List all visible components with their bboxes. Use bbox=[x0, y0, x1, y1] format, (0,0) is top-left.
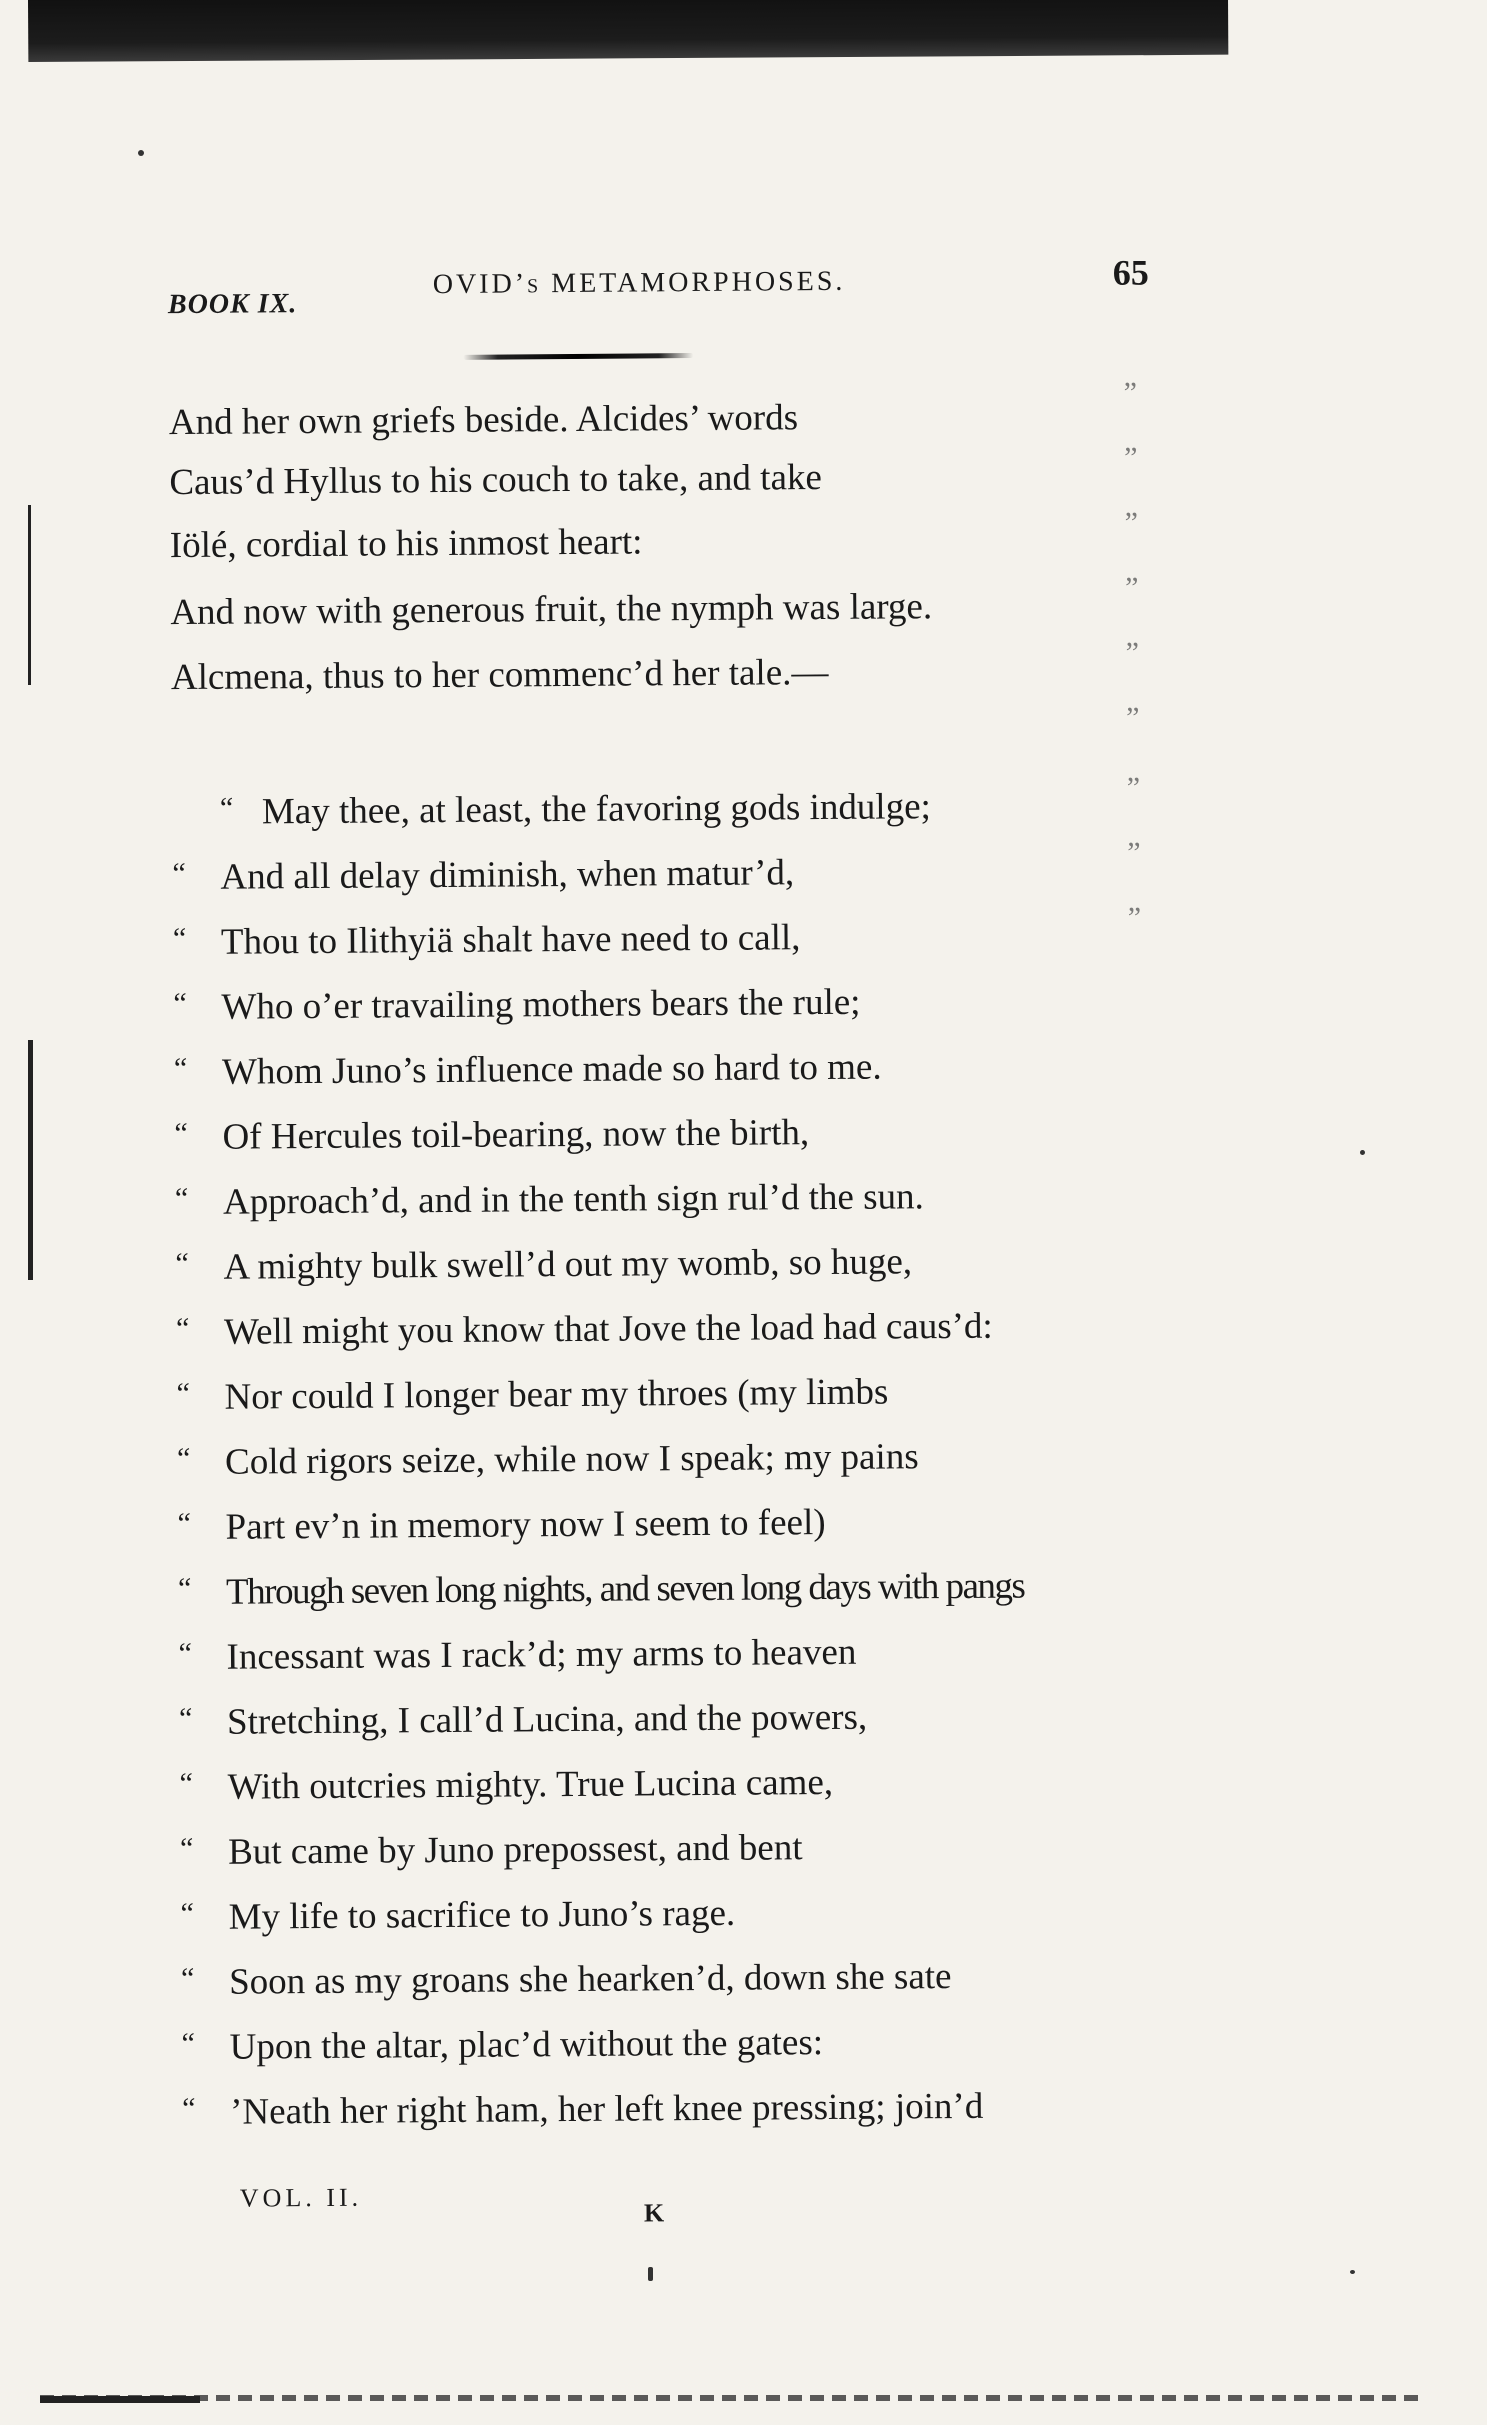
verse-line bbox=[177, 1438, 919, 1481]
verse-text: A mighty bulk swell’d out my womb, so huge, bbox=[223, 1241, 913, 1288]
quote-mark: “ bbox=[172, 857, 186, 891]
verse-line bbox=[181, 1958, 952, 2001]
verse-text: Who o’er travailing mothers bears the rule; bbox=[221, 981, 861, 1028]
quote-mark: “ bbox=[174, 1117, 188, 1151]
verse-text: And now with generous fruit, the nymph was large. bbox=[170, 586, 933, 634]
quote-mark: “ bbox=[175, 1247, 189, 1281]
verse-line bbox=[169, 457, 823, 504]
verse-line bbox=[172, 788, 931, 831]
verse-line bbox=[181, 2085, 984, 2133]
quote-mark: “ bbox=[179, 1831, 194, 1866]
verse-text: Caus’d Hyllus to his couch to take, and take bbox=[169, 457, 823, 504]
verse-text: But came by Juno prepossest, and bent bbox=[227, 1827, 803, 1873]
margin-quote-mark: ” bbox=[1125, 571, 1139, 605]
quote-mark: “ bbox=[176, 1377, 190, 1411]
quote-mark: “ bbox=[177, 1507, 191, 1541]
verse-text: And all delay diminish, when matur’d, bbox=[220, 852, 795, 898]
verse-text: Of Hercules toil-bearing, now the birth, bbox=[222, 1112, 810, 1158]
quote-mark: “ bbox=[219, 791, 234, 825]
verse-text: Incessant was I rack’d; my arms to heaven bbox=[226, 1631, 857, 1678]
verse-text: Part ev’n in memory now I seem to feel) bbox=[225, 1502, 826, 1548]
header-rule bbox=[463, 353, 693, 360]
quote-mark: “ bbox=[177, 1572, 190, 1606]
quote-mark: “ bbox=[178, 1702, 193, 1736]
verse-text: Approach’d, and in the tenth sign rul’d the sun. bbox=[222, 1176, 924, 1223]
quote-mark: “ bbox=[180, 1961, 195, 1996]
verse-line bbox=[173, 981, 861, 1028]
margin-quote-mark: ” bbox=[1125, 636, 1140, 670]
verse-text: Nor could I longer bear my throes (my limbs bbox=[224, 1371, 889, 1418]
quote-mark: “ bbox=[173, 987, 187, 1021]
verse-text: Through seven long nights, and seven long days with pangs bbox=[225, 1565, 1025, 1613]
margin-quote-mark: ” bbox=[1126, 771, 1141, 805]
quote-mark: “ bbox=[179, 1767, 194, 1801]
verse-line bbox=[178, 1696, 868, 1743]
verse-line bbox=[172, 854, 794, 896]
verse-line bbox=[168, 397, 799, 444]
margin-quote-mark: ” bbox=[1124, 441, 1138, 475]
verse-line bbox=[173, 1046, 882, 1093]
quote-mark: “ bbox=[180, 1896, 195, 1931]
margin-quote-mark: ” bbox=[1127, 901, 1142, 935]
verse-text: May thee, at least, the favoring gods indulge; bbox=[261, 786, 932, 833]
quote-mark: “ bbox=[174, 1182, 189, 1216]
signature-mark: K bbox=[643, 2198, 665, 2228]
quote-mark: “ bbox=[172, 922, 187, 956]
quote-mark: “ bbox=[178, 1637, 193, 1671]
verse-text: Thou to Ilithyiä shalt have need to call, bbox=[220, 917, 801, 963]
verse-line bbox=[177, 1504, 825, 1546]
verse-text: Stretching, I call’d Lucina, and the powers, bbox=[226, 1696, 868, 1743]
verse-text: And her own griefs beside. Alcides’ words bbox=[168, 397, 799, 444]
quote-mark: “ bbox=[181, 2026, 196, 2061]
page-header bbox=[168, 251, 1168, 319]
verse-text: My life to sacrifice to Juno’s rage. bbox=[228, 1892, 736, 1938]
verse-text: Cold rigors seize, while now I speak; my pains bbox=[224, 1436, 919, 1483]
verse-text: Soon as my groans she hearken’d, down she sate bbox=[228, 1956, 952, 2003]
verse-text: Iölé, cordial to his inmost heart: bbox=[169, 521, 643, 567]
margin-quote-mark: ” bbox=[1123, 376, 1138, 410]
verse-line bbox=[169, 521, 643, 567]
quote-mark: “ bbox=[173, 1052, 188, 1086]
verse-text: With outcries mighty. True Lucina came, bbox=[227, 1761, 834, 1808]
verse-text: Well might you know that Jove the load had caus’d: bbox=[223, 1305, 993, 1353]
verse-line bbox=[180, 1829, 803, 1871]
verse-line bbox=[176, 1371, 889, 1418]
margin-quote-mark: ” bbox=[1126, 701, 1140, 735]
running-title: OVID’s METAMORPHOSES. bbox=[432, 265, 846, 301]
volume-label: VOL. II. bbox=[239, 2182, 363, 2213]
verse-line bbox=[179, 1761, 834, 1808]
verse-line bbox=[170, 651, 829, 699]
verse-text: Alcmena, thus to her commenc’d her tale.— bbox=[170, 651, 829, 699]
margin-quote-mark: ” bbox=[1124, 506, 1139, 540]
verse-text: ’Neath her right ham, her left knee pressing; join’d bbox=[229, 2085, 984, 2133]
verse-line bbox=[175, 1243, 912, 1286]
verse-line bbox=[178, 1567, 1025, 1611]
verse-text: Whom Juno’s influence made so hard to me. bbox=[221, 1046, 882, 1093]
verse-line bbox=[174, 1114, 809, 1156]
quote-mark: “ bbox=[181, 2091, 196, 2126]
verse-line bbox=[175, 1305, 993, 1353]
quote-mark: “ bbox=[176, 1442, 191, 1476]
verse-line bbox=[175, 1178, 924, 1221]
verse-line bbox=[181, 2024, 823, 2066]
page-number: 65 bbox=[1112, 252, 1149, 293]
verse-line bbox=[178, 1631, 857, 1678]
verse-text: Upon the altar, plac’d without the gates: bbox=[229, 2022, 824, 2068]
quote-mark: “ bbox=[175, 1312, 190, 1346]
verse-line bbox=[173, 919, 801, 961]
margin-quote-mark: ” bbox=[1127, 836, 1141, 870]
verse-line bbox=[170, 586, 933, 634]
book-label: BOOK IX. bbox=[167, 288, 298, 321]
verse-line bbox=[180, 1892, 736, 1938]
